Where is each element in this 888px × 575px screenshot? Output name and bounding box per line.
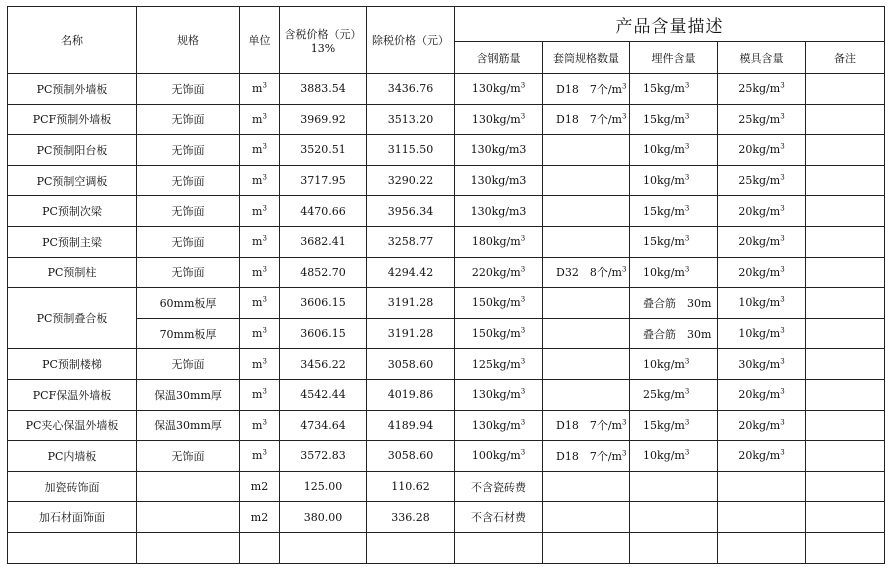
- cell-unit: $m^3$: [240, 196, 280, 227]
- cell-unit: $m^3$: [240, 318, 280, 349]
- cell-unit: m2: [240, 471, 280, 502]
- cell-price-notax: 3436.76: [367, 74, 455, 105]
- table-row: [8, 318, 885, 349]
- cell-embedded: $10kg/m^3$: [630, 135, 718, 166]
- cell-unit: $m^3$: [240, 349, 280, 380]
- cell-spec: [137, 471, 240, 502]
- cell-steel: [455, 532, 543, 563]
- header-desc-title: 产品含量描述: [455, 7, 885, 42]
- cell-sleeve: [543, 502, 630, 533]
- cell-steel: $180kg/m^3$: [455, 226, 543, 257]
- cell-remark: [806, 74, 885, 105]
- cell-mold: $10kg/m^3$: [718, 318, 806, 349]
- cell-mold: $20kg/m^3$: [718, 410, 806, 441]
- cell-mold: $10kg/m^3$: [718, 288, 806, 319]
- table-row: [8, 74, 885, 105]
- cell-steel: $130kg/m^3$: [455, 410, 543, 441]
- cell-mold: $30kg/m^3$: [718, 349, 806, 380]
- cell-mold: $20kg/m^3$: [718, 196, 806, 227]
- header-name: 名称: [8, 7, 137, 74]
- cell-remark: [806, 104, 885, 135]
- cell-price-notax: 336.28: [367, 502, 455, 533]
- cell-embedded: [630, 532, 718, 563]
- cell-remark: [806, 502, 885, 533]
- cell-price-tax: 4470.66: [280, 196, 367, 227]
- cell-price-notax: 4189.94: [367, 410, 455, 441]
- cell-price-notax: 3115.50: [367, 135, 455, 166]
- cell-sleeve: [543, 318, 630, 349]
- cell-remark: [806, 226, 885, 257]
- cell-mold: $20kg/m^3$: [718, 135, 806, 166]
- cell-steel: $150kg/m^3$: [455, 318, 543, 349]
- cell-price-tax: 3606.15: [280, 318, 367, 349]
- cell-sleeve: [543, 165, 630, 196]
- cell-price-notax: 110.62: [367, 471, 455, 502]
- cell-steel: $150kg/m^3$: [455, 288, 543, 319]
- header-unit: 单位: [240, 7, 280, 74]
- cell-name: PC夹心保温外墙板: [8, 410, 137, 441]
- cell-remark: [806, 288, 885, 319]
- cell-spec: 无饰面: [137, 226, 240, 257]
- cell-unit: $m^3$: [240, 74, 280, 105]
- cell-price-tax: 4542.44: [280, 379, 367, 410]
- cell-steel: $125kg/m^3$: [455, 349, 543, 380]
- cell-price-notax: 3956.34: [367, 196, 455, 227]
- cell-mold: $25kg/m^3$: [718, 74, 806, 105]
- cell-price-notax: [367, 532, 455, 563]
- cell-name: PC预制楼梯: [8, 349, 137, 380]
- cell-name: 加石材面饰面: [8, 502, 137, 533]
- cell-name: PC预制主梁: [8, 226, 137, 257]
- header-remark: 备注: [806, 42, 885, 74]
- cell-price-notax: 3058.60: [367, 441, 455, 472]
- cell-mold: $20kg/m^3$: [718, 379, 806, 410]
- table-row: [8, 257, 885, 288]
- cell-unit: $m^3$: [240, 135, 280, 166]
- cell-mold: [718, 471, 806, 502]
- cell-remark: [806, 410, 885, 441]
- cell-remark: [806, 196, 885, 227]
- header-embedded: 埋件含量: [630, 42, 718, 74]
- table-row: [8, 104, 885, 135]
- cell-mold: [718, 532, 806, 563]
- cell-spec: 无饰面: [137, 441, 240, 472]
- cell-remark: [806, 135, 885, 166]
- table-row: [8, 135, 885, 166]
- cell-price-tax: 3520.51: [280, 135, 367, 166]
- header-price-notax: 除税价格（元）: [367, 7, 455, 74]
- header-price-tax: [280, 7, 367, 74]
- cell-spec: 无饰面: [137, 165, 240, 196]
- cell-sleeve: D18 7个$/m^3$: [543, 104, 630, 135]
- cell-price-tax: 3717.95: [280, 165, 367, 196]
- cell-remark: [806, 349, 885, 380]
- cell-steel: $130kg/m^3$: [455, 74, 543, 105]
- cell-unit: $m^3$: [240, 257, 280, 288]
- table-row: [8, 379, 885, 410]
- cell-embedded: $10kg/m^3$: [630, 441, 718, 472]
- table-row: [8, 441, 885, 472]
- cell-embedded: [630, 502, 718, 533]
- cell-steel: 130kg/m3: [455, 165, 543, 196]
- cell-price-tax: 4852.70: [280, 257, 367, 288]
- cell-unit: $m^3$: [240, 226, 280, 257]
- cell-unit: $m^3$: [240, 288, 280, 319]
- cell-name: PCF预制外墙板: [8, 104, 137, 135]
- cell-sleeve: [543, 135, 630, 166]
- cell-remark: [806, 471, 885, 502]
- cell-embedded: 叠合筋 30m: [630, 288, 718, 319]
- cell-steel: $100kg/m^3$: [455, 441, 543, 472]
- cell-price-tax: 3682.41: [280, 226, 367, 257]
- cell-name: PC预制空调板: [8, 165, 137, 196]
- cell-steel: $130kg/m^3$: [455, 104, 543, 135]
- cell-price-notax: 3513.20: [367, 104, 455, 135]
- cell-spec: 无饰面: [137, 135, 240, 166]
- cell-price-tax: 4734.64: [280, 410, 367, 441]
- table-row: [8, 410, 885, 441]
- cell-embedded: $10kg/m^3$: [630, 349, 718, 380]
- table-body: [8, 74, 885, 564]
- cell-unit: $m^3$: [240, 379, 280, 410]
- cell-sleeve: [543, 196, 630, 227]
- table-row: [8, 532, 885, 563]
- cell-name: 加瓷砖饰面: [8, 471, 137, 502]
- cell-name: PC预制次梁: [8, 196, 137, 227]
- cell-spec: 无饰面: [137, 74, 240, 105]
- cell-steel: 不含瓷砖费: [455, 471, 543, 502]
- cell-remark: [806, 441, 885, 472]
- cell-embedded: $10kg/m^3$: [630, 257, 718, 288]
- cell-spec: 60mm板厚: [137, 288, 240, 319]
- cell-spec: [137, 502, 240, 533]
- header-row-top: [8, 7, 885, 42]
- cell-mold: $25kg/m^3$: [718, 165, 806, 196]
- cell-steel: $220kg/m^3$: [455, 257, 543, 288]
- cell-steel: 不含石材费: [455, 502, 543, 533]
- cell-unit: $m^3$: [240, 410, 280, 441]
- cell-spec: 保温30mm厚: [137, 379, 240, 410]
- cell-sleeve: [543, 349, 630, 380]
- table-row: [8, 502, 885, 533]
- cell-remark: [806, 165, 885, 196]
- cell-price-notax: 3258.77: [367, 226, 455, 257]
- table-row: [8, 471, 885, 502]
- cell-sleeve: [543, 226, 630, 257]
- cell-mold: $25kg/m^3$: [718, 104, 806, 135]
- cell-spec: 无饰面: [137, 257, 240, 288]
- cell-unit: $m^3$: [240, 104, 280, 135]
- table-row: [8, 196, 885, 227]
- cell-embedded: $15kg/m^3$: [630, 226, 718, 257]
- cell-spec: 无饰面: [137, 196, 240, 227]
- cell-price-notax: 3290.22: [367, 165, 455, 196]
- header-price-tax-rate: 13%: [310, 41, 336, 55]
- cell-remark: [806, 257, 885, 288]
- cell-steel: 130kg/m3: [455, 135, 543, 166]
- header-mold: 模具含量: [718, 42, 806, 74]
- cell-embedded: $10kg/m^3$: [630, 165, 718, 196]
- cell-name: PC预制外墙板: [8, 74, 137, 105]
- cell-steel: 130kg/m3: [455, 196, 543, 227]
- cell-sleeve: [543, 471, 630, 502]
- cell-embedded: [630, 471, 718, 502]
- cell-name: PC预制柱: [8, 257, 137, 288]
- cell-price-tax: [280, 532, 367, 563]
- cell-price-tax: 3456.22: [280, 349, 367, 380]
- cell-remark: [806, 318, 885, 349]
- cell-sleeve: [543, 288, 630, 319]
- header-steel: 含钢筋量: [455, 42, 543, 74]
- cell-mold: $20kg/m^3$: [718, 257, 806, 288]
- cell-sleeve: D18 7个$/m^3$: [543, 410, 630, 441]
- cell-sleeve: D18 7个$/m^3$: [543, 74, 630, 105]
- cell-sleeve: [543, 379, 630, 410]
- cell-embedded: $15kg/m^3$: [630, 410, 718, 441]
- cell-price-notax: 4019.86: [367, 379, 455, 410]
- cell-unit: $m^3$: [240, 165, 280, 196]
- cell-price-notax: 4294.42: [367, 257, 455, 288]
- cell-name: [8, 532, 137, 563]
- cell-price-tax: 380.00: [280, 502, 367, 533]
- header-spec: 规格: [137, 7, 240, 74]
- cell-price-tax: 3969.92: [280, 104, 367, 135]
- cell-name: PCF保温外墙板: [8, 379, 137, 410]
- cell-spec: 70mm板厚: [137, 318, 240, 349]
- cell-mold: [718, 502, 806, 533]
- table-row: [8, 349, 885, 380]
- header-price-tax-label: 含税价格（元）: [284, 27, 362, 41]
- cell-steel: $130kg/m^3$: [455, 379, 543, 410]
- cell-mold: $20kg/m^3$: [718, 441, 806, 472]
- cell-sleeve: D32 8个$/m^3$: [543, 257, 630, 288]
- cell-unit: [240, 532, 280, 563]
- cell-name: PC预制阳台板: [8, 135, 137, 166]
- cell-sleeve: [543, 532, 630, 563]
- cell-price-tax: 3606.15: [280, 288, 367, 319]
- cell-spec: 无饰面: [137, 349, 240, 380]
- cell-spec: 无饰面: [137, 104, 240, 135]
- header-sleeve: 套筒规格数量: [543, 42, 630, 74]
- cell-price-tax: 3883.54: [280, 74, 367, 105]
- table-row: [8, 226, 885, 257]
- cell-price-notax: 3058.60: [367, 349, 455, 380]
- cell-embedded: $25kg/m^3$: [630, 379, 718, 410]
- cell-spec: [137, 532, 240, 563]
- cell-remark: [806, 532, 885, 563]
- cell-unit: m2: [240, 502, 280, 533]
- cell-price-tax: 125.00: [280, 471, 367, 502]
- cell-embedded: $15kg/m^3$: [630, 74, 718, 105]
- cell-price-tax: 3572.83: [280, 441, 367, 472]
- cell-price-notax: 3191.28: [367, 288, 455, 319]
- cell-spec: 保温30mm厚: [137, 410, 240, 441]
- cell-name: PC预制叠合板: [8, 288, 137, 349]
- cell-embedded: $15kg/m^3$: [630, 104, 718, 135]
- cell-embedded: 叠合筋 30m: [630, 318, 718, 349]
- cell-sleeve: D18 7个$/m^3$: [543, 441, 630, 472]
- cell-unit: $m^3$: [240, 441, 280, 472]
- cell-price-notax: 3191.28: [367, 318, 455, 349]
- price-table: [7, 6, 885, 564]
- cell-embedded: $15kg/m^3$: [630, 196, 718, 227]
- cell-remark: [806, 379, 885, 410]
- cell-name: PC内墙板: [8, 441, 137, 472]
- table-row: [8, 165, 885, 196]
- cell-mold: $20kg/m^3$: [718, 226, 806, 257]
- table-row: [8, 288, 885, 319]
